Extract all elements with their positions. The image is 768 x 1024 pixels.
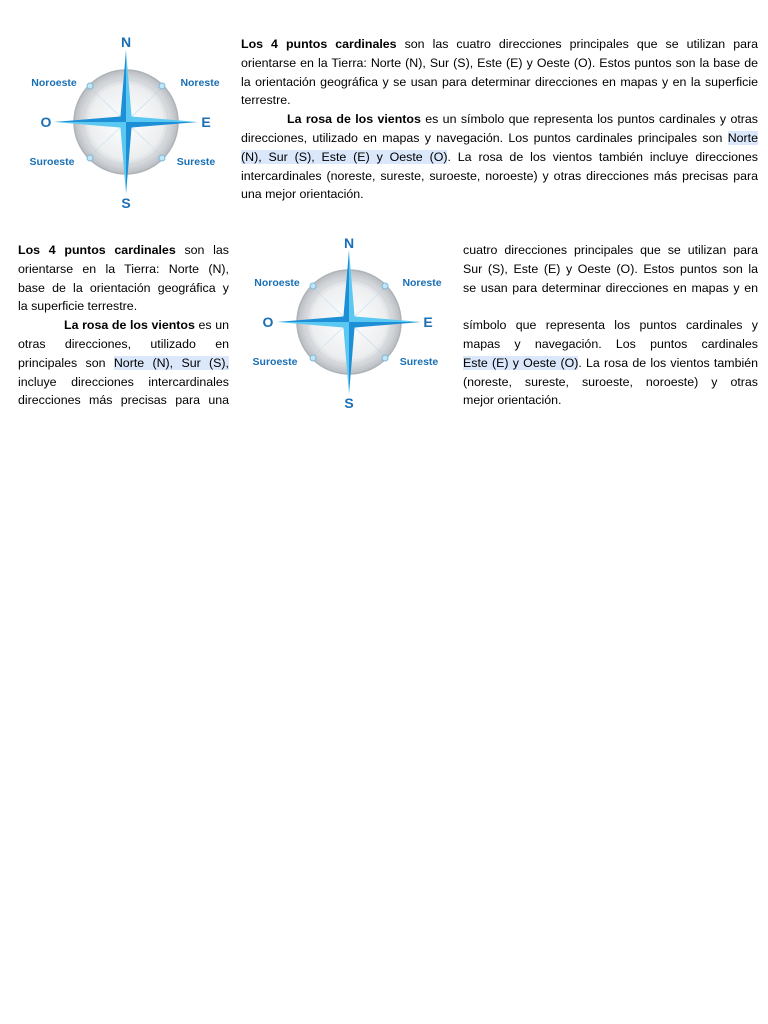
text-line: orientarse en la Tierra: Norte (N), bbox=[18, 261, 229, 276]
text-line: direcciones más precisas para una bbox=[18, 393, 229, 408]
text-line bbox=[463, 354, 758, 373]
text-line: mejor orientación. bbox=[463, 393, 562, 408]
highlighted-text[interactable]: Norte (N), Sur (S), bbox=[113, 355, 230, 370]
text-line: cuatro direcciones principales que se utilizan para bbox=[463, 243, 758, 257]
text-fragment: . La rosa de los vientos también bbox=[578, 355, 758, 370]
compass-west-label: O bbox=[262, 314, 274, 330]
compass-rose-graphic bbox=[22, 32, 230, 212]
text-line bbox=[18, 241, 229, 260]
highlighted-text[interactable]: Este (E) y Oeste (O) bbox=[463, 355, 579, 370]
compass-north-label: N bbox=[343, 235, 355, 251]
text-line: se usan para determinar direcciones en mapas y en bbox=[463, 280, 758, 295]
text-line bbox=[18, 316, 229, 335]
compass-east-label: E bbox=[423, 314, 433, 330]
compass-rose-image-1 bbox=[22, 32, 230, 212]
bold-heading-wind-rose: La rosa de los vientos bbox=[287, 112, 421, 127]
bold-heading-cardinal-points: Los 4 puntos cardinales bbox=[241, 37, 397, 51]
text-line: otras direcciones, utilizado en bbox=[18, 336, 229, 351]
text-line: la superficie terrestre. bbox=[18, 299, 138, 314]
paragraph-cardinal-points bbox=[241, 35, 758, 110]
paragraph-wind-rose bbox=[241, 110, 758, 204]
compass-rose-image-2[interactable] bbox=[245, 234, 453, 414]
text-line: (noreste, sureste, suroeste, noroeste) y otras bbox=[463, 374, 758, 389]
text-line: base de la orientación geográfica y bbox=[18, 280, 229, 295]
compass-north-label: N bbox=[120, 34, 132, 50]
compass-south-label: S bbox=[121, 195, 131, 211]
compass-southwest-label: Suroeste bbox=[252, 356, 298, 368]
text-line: mapas y navegación. Los puntos cardinales bbox=[463, 336, 758, 351]
text-block-2-left bbox=[18, 241, 229, 410]
blank-line bbox=[463, 297, 758, 316]
highlighted-text[interactable]: Norte (N), Sur (S), Este (E) y Oeste (O) bbox=[241, 130, 758, 164]
compass-southwest-label: Suroeste bbox=[29, 156, 75, 168]
paragraph-text: es un símbolo que representa los puntos cardinales y otras direcciones, utilizado en mapas y navegación. Los puntos cardinales principales son bbox=[241, 112, 758, 145]
text-line: incluye direcciones intercardinales bbox=[18, 374, 229, 389]
compass-west-label: O bbox=[40, 114, 52, 130]
text-block-1 bbox=[241, 35, 758, 204]
text-block-2-right bbox=[463, 241, 758, 410]
compass-northeast-label: Noreste bbox=[180, 77, 220, 89]
text-fragment: principales son bbox=[18, 355, 114, 370]
text-line bbox=[18, 354, 229, 373]
text-fragment: son las bbox=[175, 243, 230, 257]
text-line: símbolo que representa los puntos cardinales y bbox=[463, 318, 758, 333]
text-line: Sur (S), Este (E) y Oeste (O). Estos puntos son la bbox=[463, 261, 758, 276]
compass-southeast-label: Sureste bbox=[399, 356, 439, 368]
text-fragment: es un bbox=[194, 318, 229, 333]
compass-northwest-label: Noroeste bbox=[254, 277, 300, 289]
compass-northwest-label: Noroeste bbox=[31, 77, 77, 89]
paragraph-text: son las cuatro direcciones principales que se utilizan para orientarse en la Tierra: Norte (N), Sur (S), Este (E) y Oeste (O). Estos puntos son la base de la orientación geográfica y se usan para determinar direcciones en mapas y en la superficie terrestre. bbox=[241, 37, 758, 108]
compass-northeast-label: Noreste bbox=[402, 277, 442, 289]
bold-heading-cardinal-points: Los 4 puntos cardinales bbox=[18, 243, 176, 257]
compass-southeast-label: Sureste bbox=[176, 156, 216, 168]
bold-heading-wind-rose: La rosa de los vientos bbox=[64, 318, 195, 333]
paragraph-text: . La rosa de los vientos también incluye direcciones intercardinales (noreste, sureste, suroeste, noroeste) y otras direcciones más precisas para una mejor orientación. bbox=[241, 149, 758, 202]
compass-east-label: E bbox=[201, 114, 211, 130]
compass-rose-graphic bbox=[245, 234, 453, 414]
compass-south-label: S bbox=[344, 395, 354, 411]
